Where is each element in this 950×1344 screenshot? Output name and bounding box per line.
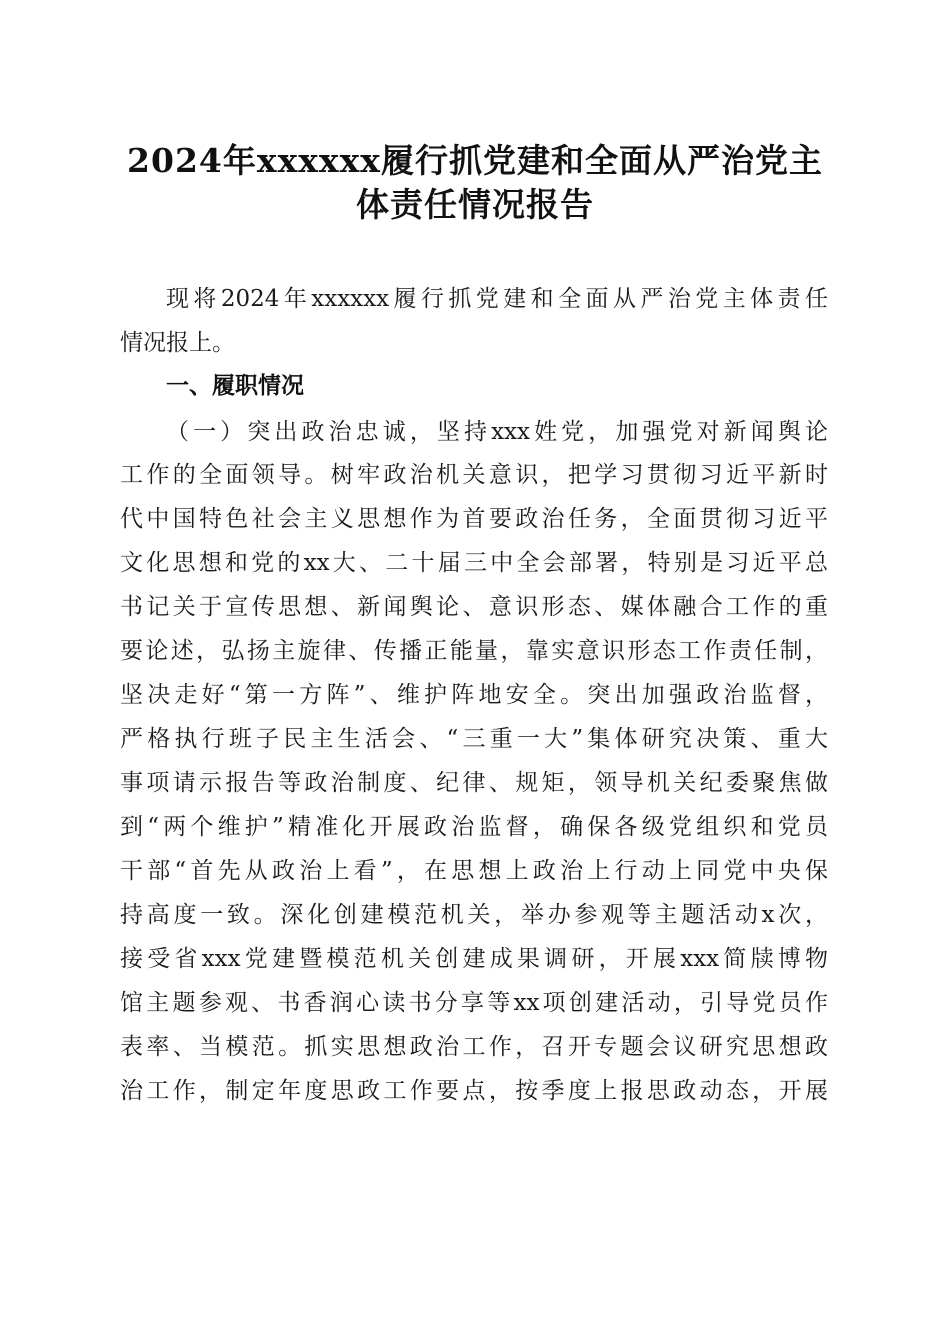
body-line: 严格执行班子民主生活会、“三重一大”集体研究决策、重大 (120, 726, 828, 752)
section-heading: 一、履职情况 (166, 373, 304, 399)
body-line: 书记关于宣传思想、新闻舆论、意识形态、媒体融合工作的重 (120, 594, 828, 620)
body-line: （一）突出政治忠诚，坚持xxx姓党，加强党对新闻舆论 (166, 419, 828, 445)
body-line: 坚决走好“第一方阵”、维护阵地安全。突出加强政治监督， (120, 682, 828, 708)
document-title-line-2: 体责任情况报告 (356, 185, 594, 224)
body-line: 事项请示报告等政治制度、纪律、规矩，领导机关纪委聚焦做 (120, 770, 828, 796)
body-line: 要论述，弘扬主旋律、传播正能量，靠实意识形态工作责任制， (120, 638, 828, 664)
intro-line-1: 现将2024年xxxxxx履行抓党建和全面从严治党主体责任 (166, 286, 828, 312)
body-line: 表率、当模范。抓实思想政治工作，召开专题会议研究思想政 (120, 1034, 828, 1060)
body-line: 持高度一致。深化创建模范机关，举办参观等主题活动x次， (120, 902, 828, 928)
body-line: 到“两个维护”精准化开展政治监督，确保各级党组织和党员 (120, 814, 828, 840)
body-line: 文化思想和党的xx大、二十届三中全会部署，特别是习近平总 (120, 550, 828, 576)
body-line: 馆主题参观、书香润心读书分享等xx项创建活动，引导党员作 (120, 990, 828, 1016)
body-line: 工作的全面领导。树牢政治机关意识，把学习贯彻习近平新时 (120, 462, 828, 488)
intro-line-2: 情况报上。 (120, 330, 235, 356)
body-line: 接受省xxx党建暨模范机关创建成果调研，开展xxx简牍博物 (120, 946, 828, 972)
document-title-line-1: 2024年xxxxxx履行抓党建和全面从严治党主 (127, 141, 823, 180)
body-line: 干部“首先从政治上看”，在思想上政治上行动上同党中央保 (120, 858, 828, 884)
body-line: 代中国特色社会主义思想作为首要政治任务，全面贯彻习近平 (120, 506, 828, 532)
body-line: 治工作，制定年度思政工作要点，按季度上报思政动态，开展 (120, 1078, 828, 1104)
